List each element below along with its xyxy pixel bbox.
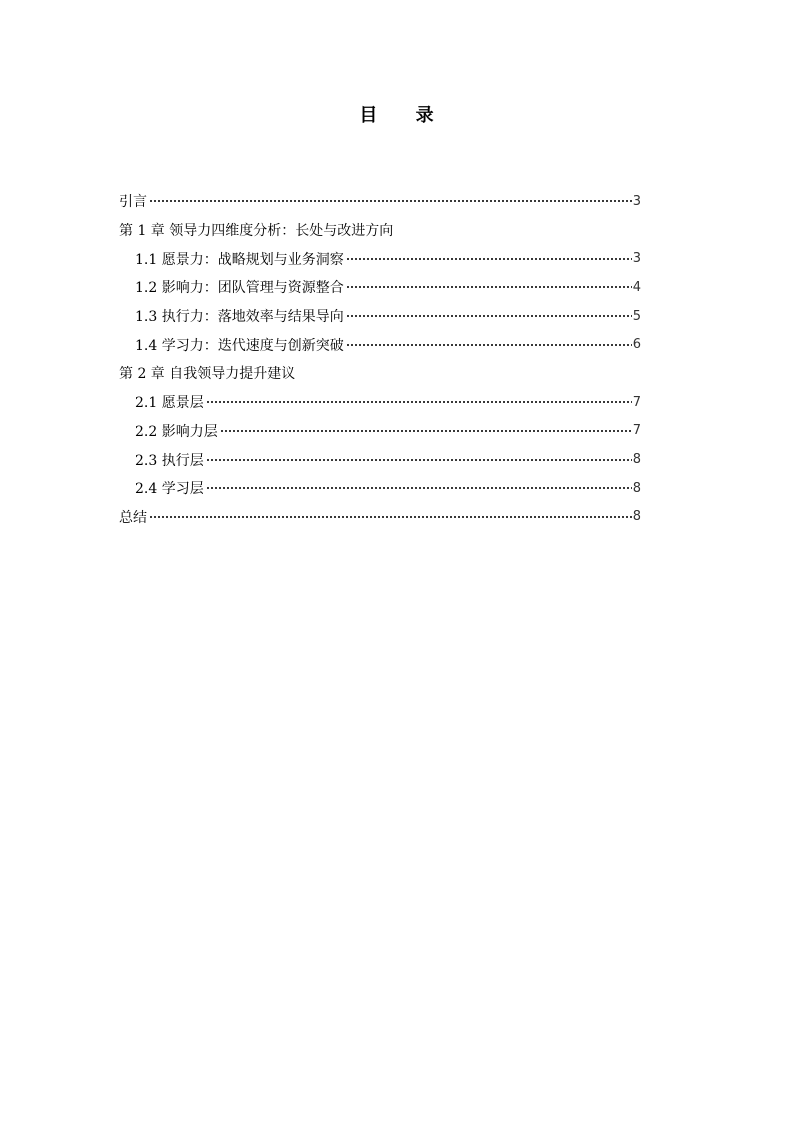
- table-of-contents: [119, 187, 641, 531]
- toc-entry-label: 2.4 学习层: [135, 481, 204, 498]
- toc-page-number: 5: [632, 308, 641, 324]
- toc-entry-label: 1.1 愿景力：战略规划与业务洞察: [135, 251, 344, 268]
- toc-entry-chapter-1[interactable]: [119, 216, 641, 245]
- toc-page-number: 8: [632, 452, 641, 468]
- toc-entry-label: 1.3 执行力：落地效率与结果导向: [135, 309, 344, 326]
- toc-page-number: 4: [632, 279, 641, 295]
- dot-leader: [206, 401, 632, 403]
- toc-page-number: 7: [632, 423, 641, 439]
- toc-entry-1-2[interactable]: [119, 273, 641, 302]
- toc-entry-label: 第 2 章 自我领导力提升建议: [119, 366, 296, 383]
- toc-entry-label: 2.1 愿景层: [135, 395, 204, 412]
- toc-entry-2-4[interactable]: [119, 474, 641, 503]
- toc-entry-summary[interactable]: [119, 503, 641, 532]
- toc-entry-2-3[interactable]: [119, 445, 641, 474]
- dot-leader: [220, 430, 632, 432]
- toc-page-number: 3: [632, 193, 641, 209]
- toc-entry-1-3[interactable]: [119, 302, 641, 331]
- toc-page-number: 8: [632, 480, 641, 496]
- dot-leader: [149, 200, 632, 202]
- dot-leader: [346, 286, 632, 288]
- toc-page-number: 3: [632, 251, 641, 267]
- toc-entry-chapter-2[interactable]: [119, 359, 641, 388]
- toc-entry-1-4[interactable]: [119, 330, 641, 359]
- toc-entry-1-1[interactable]: [119, 244, 641, 273]
- dot-leader: [206, 459, 632, 461]
- toc-page-number: 6: [632, 337, 641, 353]
- toc-entry-label: 2.3 执行层: [135, 452, 204, 469]
- toc-entry-label: 1.2 影响力：团队管理与资源整合: [135, 280, 344, 297]
- dot-leader: [149, 516, 632, 518]
- toc-page-number: 7: [632, 394, 641, 410]
- toc-entry-label: 第 1 章 领导力四维度分析：长处与改进方向: [119, 223, 394, 240]
- dot-leader: [346, 344, 632, 346]
- toc-entry-label: 2.2 影响力层: [135, 423, 218, 440]
- toc-entry-2-2[interactable]: [119, 417, 641, 446]
- toc-entry-label: 总结: [119, 509, 147, 526]
- toc-page-number: 8: [632, 509, 641, 525]
- dot-leader: [346, 315, 632, 317]
- dot-leader: [346, 258, 632, 260]
- toc-entry-label: 引言: [119, 194, 147, 211]
- toc-entry-introduction[interactable]: [119, 187, 641, 216]
- toc-entry-label: 1.4 学习力：迭代速度与创新突破: [135, 337, 344, 354]
- toc-title: 目 录: [359, 105, 450, 126]
- toc-entry-2-1[interactable]: [119, 388, 641, 417]
- dot-leader: [206, 487, 632, 489]
